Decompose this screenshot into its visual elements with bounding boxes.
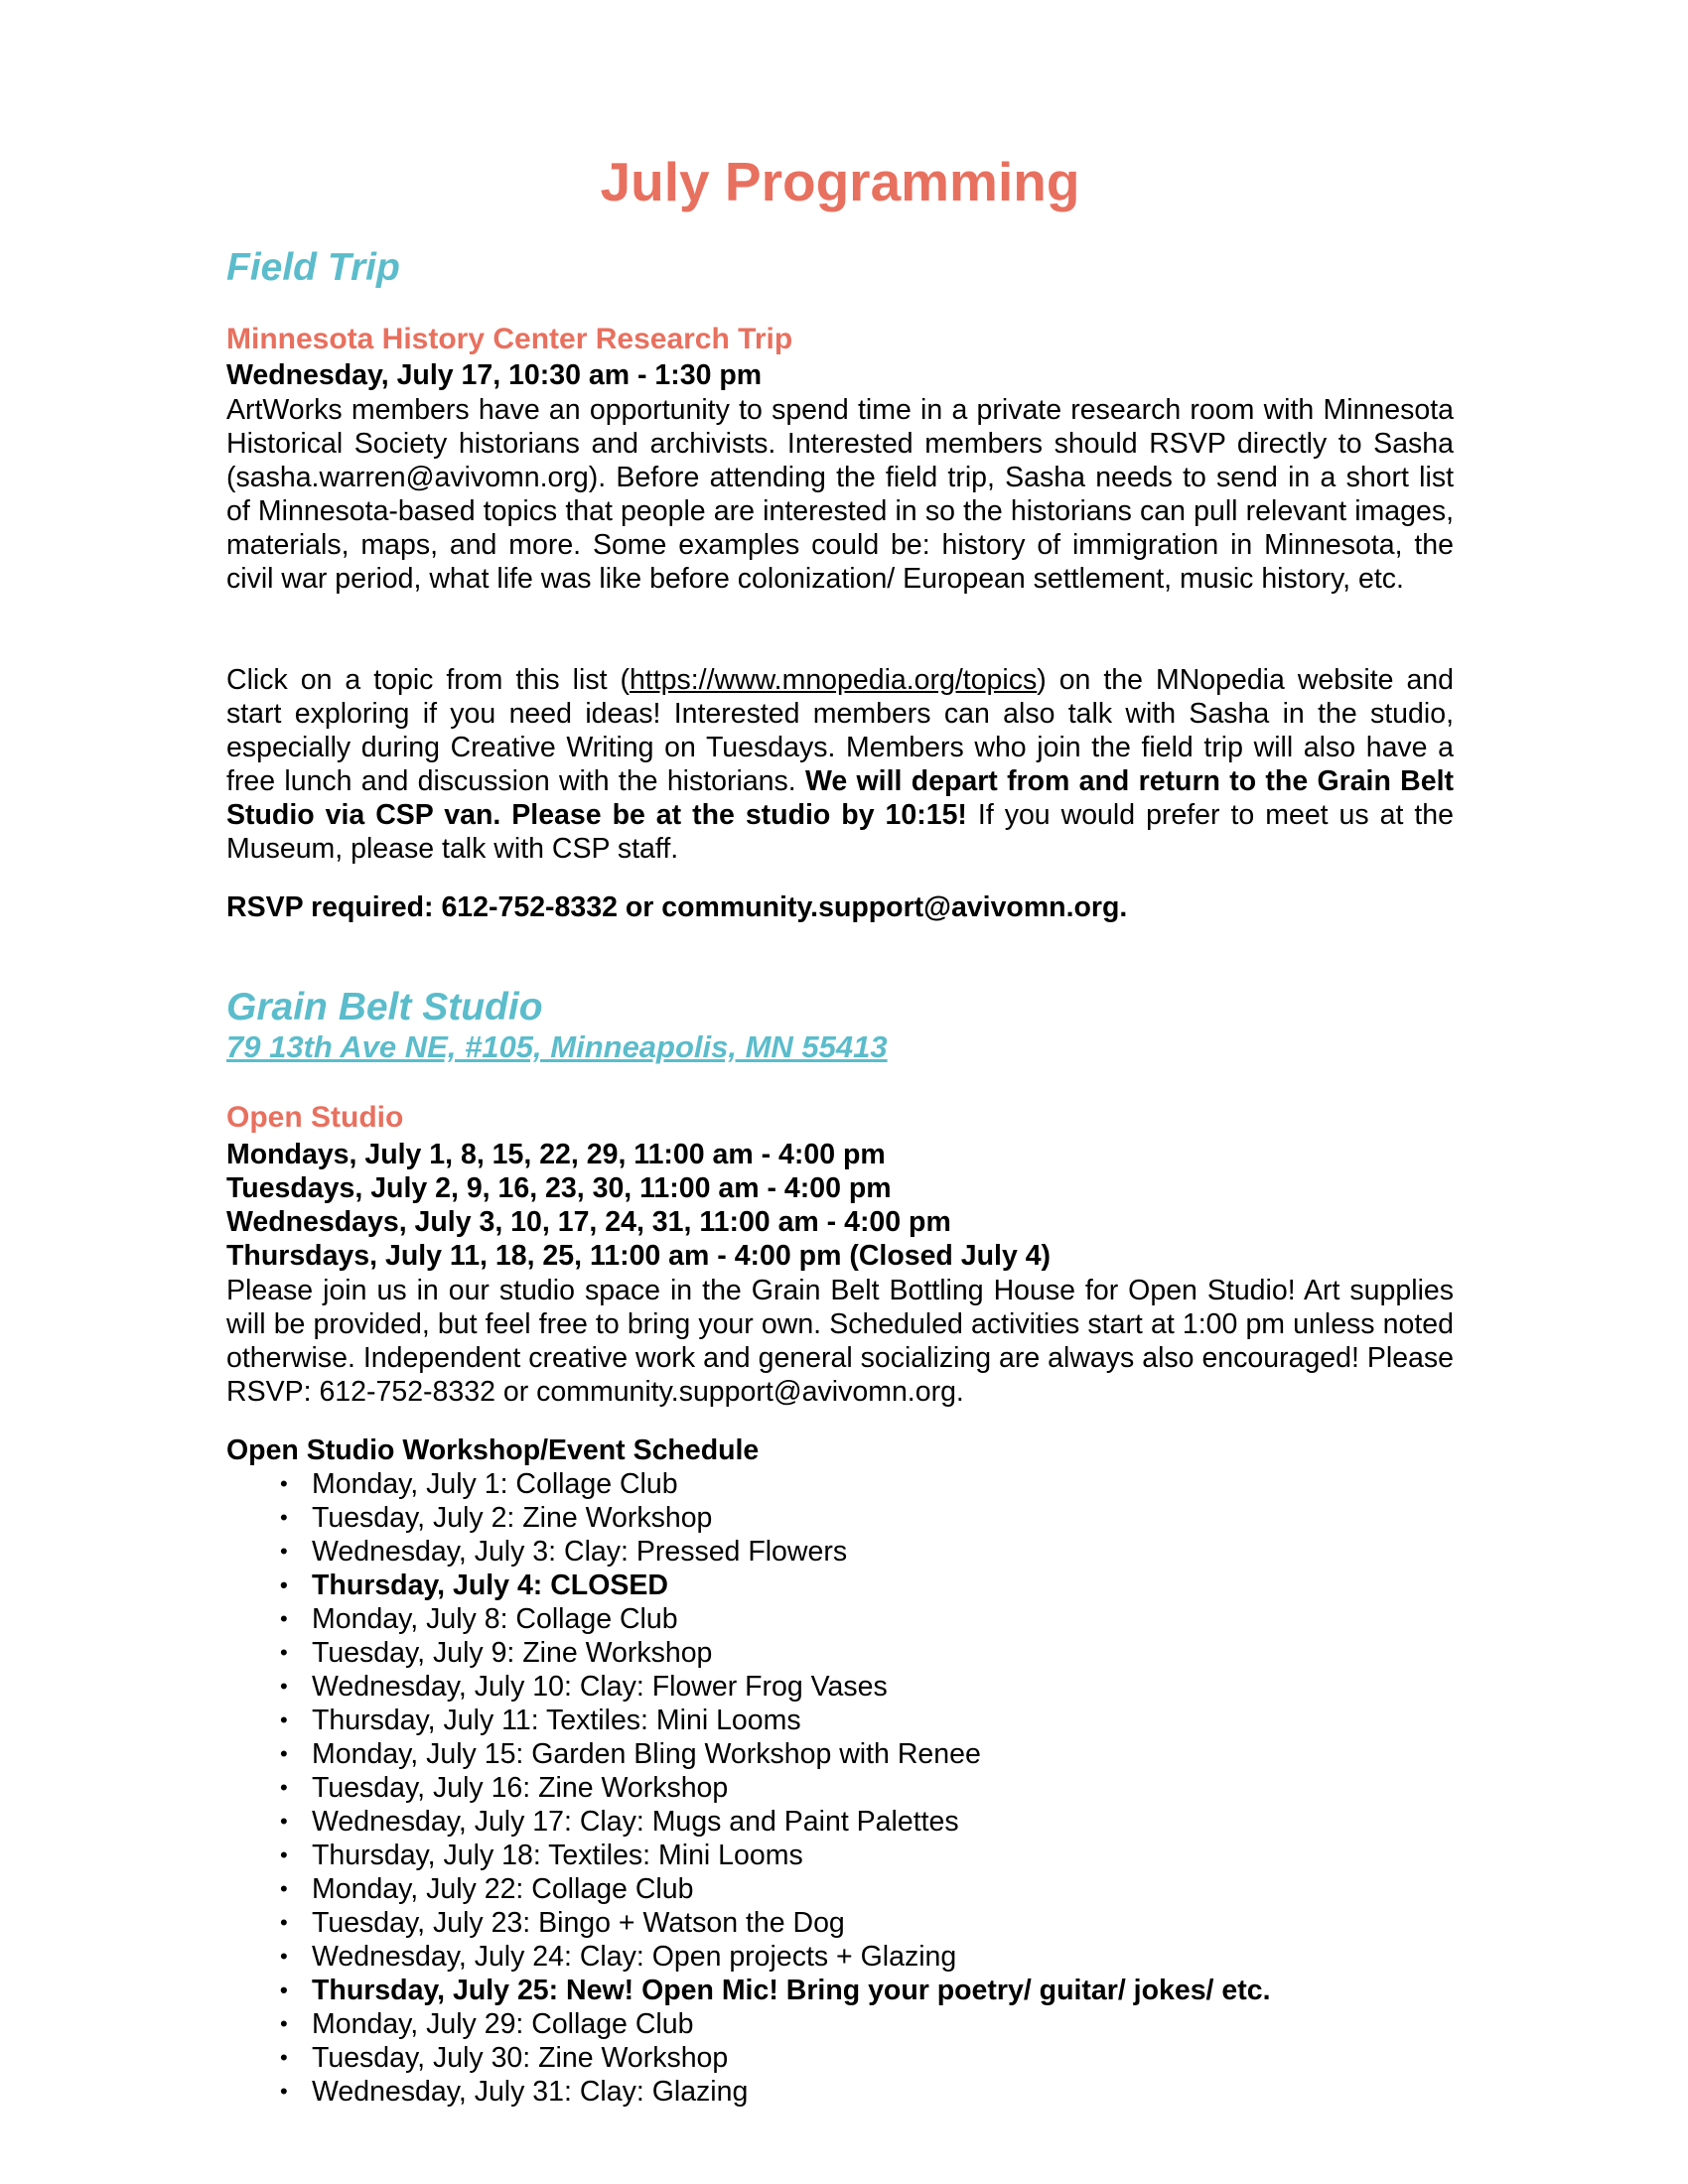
grain-belt-heading: Grain Belt Studio — [226, 986, 543, 1028]
open-studio-hours-tuesdays: Tuesdays, July 2, 9, 16, 23, 30, 11:00 am - 4:00 pm — [226, 1172, 892, 1204]
bullet-icon: • — [280, 1572, 288, 1597]
schedule-item-text: Thursday, July 18: Textiles: Mini Looms — [312, 1840, 803, 1871]
list-item — [226, 1805, 1454, 1839]
bullet-icon: • — [280, 1809, 288, 1834]
open-studio-hours-thursdays: Thursdays, July 11, 18, 25, 11:00 am - 4:00 pm (Closed July 4) — [226, 1240, 1052, 1272]
schedule-item-text: Wednesday, July 17: Clay: Mugs and Paint Palettes — [312, 1806, 959, 1838]
list-item — [226, 2041, 1454, 2075]
bullet-icon: • — [280, 2011, 288, 2036]
schedule-list — [226, 1467, 1454, 2109]
schedule-item-text: Monday, July 29: Collage Club — [312, 2008, 694, 2040]
bullet-icon: • — [280, 1910, 288, 1935]
bullet-icon: • — [280, 1978, 288, 2002]
bullet-icon: • — [280, 2079, 288, 2104]
list-item — [226, 1670, 1454, 1704]
field-trip-details — [226, 663, 1454, 866]
open-studio-hours-wednesdays: Wednesdays, July 3, 10, 17, 24, 31, 11:00 am - 4:00 pm — [226, 1206, 951, 1238]
bullet-icon: • — [280, 1741, 288, 1766]
bullet-icon: • — [280, 1539, 288, 1564]
bullet-icon: • — [280, 1471, 288, 1496]
schedule-item-text: Monday, July 8: Collage Club — [312, 1603, 678, 1635]
schedule-item-text: Tuesday, July 16: Zine Workshop — [312, 1772, 729, 1804]
history-center-trip-title: Minnesota History Center Research Trip — [226, 323, 793, 355]
schedule-item-text: Wednesday, July 3: Clay: Pressed Flowers — [312, 1536, 848, 1568]
page-title: July Programming — [600, 151, 1080, 212]
list-item — [226, 2007, 1454, 2041]
details-body-text: ) on the MNopedia website and start exploring if you need ideas! Interested members can also talk with Sasha in the studio, especially during Creative Writing on Tuesdays. Members who join the field trip will also have a free lunch and discussion with the historians. — [226, 664, 1454, 797]
schedule-item-text: Thursday, July 4: CLOSED — [312, 1570, 668, 1601]
list-item — [226, 1974, 1454, 2007]
bullet-icon: • — [280, 2045, 288, 2070]
schedule-item-text: Monday, July 1: Collage Club — [312, 1468, 678, 1500]
list-item — [226, 1737, 1454, 1771]
open-studio-hours-mondays: Mondays, July 1, 8, 15, 22, 29, 11:00 am - 4:00 pm — [226, 1139, 886, 1170]
bullet-icon: • — [280, 1674, 288, 1699]
bullet-icon: • — [280, 1944, 288, 1969]
schedule-item-text: Thursday, July 25: New! Open Mic! Bring your poetry/ guitar/ jokes/ etc. — [312, 1975, 1271, 2006]
details-closing-text: If you would prefer to meet us at the Museum, please talk with CSP staff. — [226, 799, 1454, 865]
field-trip-heading: Field Trip — [226, 246, 400, 289]
studio-address-link[interactable]: 79 13th Ave NE, #105, Minneapolis, MN 55413 — [226, 1029, 888, 1064]
list-item — [226, 1501, 1454, 1535]
workshop-schedule — [226, 1433, 1454, 2109]
schedule-item-text: Wednesday, July 31: Clay: Glazing — [312, 2076, 749, 2108]
schedule-item-text: Tuesday, July 2: Zine Workshop — [312, 1502, 713, 1534]
list-item — [226, 1704, 1454, 1737]
departure-notice: We will depart from and return to the Grain Belt Studio via CSP van. Please be at the studio by 10:15! — [226, 765, 1454, 831]
bullet-icon: • — [280, 1606, 288, 1631]
schedule-item-text: Monday, July 15: Garden Bling Workshop with Renee — [312, 1738, 981, 1770]
list-item — [226, 1636, 1454, 1670]
bullet-icon: • — [280, 1505, 288, 1530]
list-item — [226, 1569, 1454, 1602]
bullet-icon: • — [280, 1775, 288, 1800]
open-studio-title: Open Studio — [226, 1101, 404, 1134]
bullet-icon: • — [280, 1876, 288, 1901]
list-item — [226, 1940, 1454, 1974]
list-item — [226, 1839, 1454, 1872]
list-item — [226, 1535, 1454, 1569]
list-item — [226, 1467, 1454, 1501]
schedule-item-text: Tuesday, July 9: Zine Workshop — [312, 1637, 713, 1669]
list-item — [226, 1771, 1454, 1805]
schedule-heading: Open Studio Workshop/Event Schedule — [226, 1434, 760, 1466]
list-item — [226, 1872, 1454, 1906]
bullet-icon: • — [280, 1707, 288, 1732]
open-studio-description: Please join us in our studio space in the Grain Belt Bottling House for Open Studio! Art supplies will be provided, but feel free to bring your own. Scheduled activities start at 1:00 pm unless noted otherwise. Independent creative work and general socializing are always also encouraged! Please RSVP: 612-752-8332 or community.support@avivomn.org. — [226, 1275, 1454, 1408]
field-trip-description: ArtWorks members have an opportunity to spend time in a private research room with Minnesota Historical Society historians and archivists. Interested members should RSVP directly to Sasha (sasha.warren@avivomn.org). Before attending the field trip, Sasha needs to send in a short list of Minnesota-based topics that people are interested in so the historians can pull relevant images, materials, maps, and more. Some examples could be: history of immigration in Minnesota, the civil war period, what life was like before colonization/ European settlement, music history, etc. — [226, 394, 1454, 595]
list-item — [226, 1602, 1454, 1636]
list-item — [226, 1906, 1454, 1940]
list-item — [226, 2075, 1454, 2109]
mnopedia-topics-link[interactable]: https://www.mnopedia.org/topics — [629, 664, 1038, 696]
schedule-item-text: Wednesday, July 10: Clay: Flower Frog Vases — [312, 1671, 888, 1703]
field-trip-datetime: Wednesday, July 17, 10:30 am - 1:30 pm — [226, 359, 763, 391]
schedule-item-text: Tuesday, July 23: Bingo + Watson the Dog — [312, 1907, 845, 1939]
schedule-item-text: Wednesday, July 24: Clay: Open projects + Glazing — [312, 1941, 957, 1973]
schedule-item-text: Monday, July 22: Collage Club — [312, 1873, 694, 1905]
schedule-item-text: Thursday, July 11: Textiles: Mini Looms — [312, 1705, 801, 1736]
bullet-icon: • — [280, 1843, 288, 1867]
details-intro-text: Click on a topic from this list ( — [226, 664, 630, 696]
field-trip-rsvp: RSVP required: 612-752-8332 or community.support@avivomn.org. — [226, 891, 1128, 923]
bullet-icon: • — [280, 1640, 288, 1665]
schedule-item-text: Tuesday, July 30: Zine Workshop — [312, 2042, 729, 2074]
